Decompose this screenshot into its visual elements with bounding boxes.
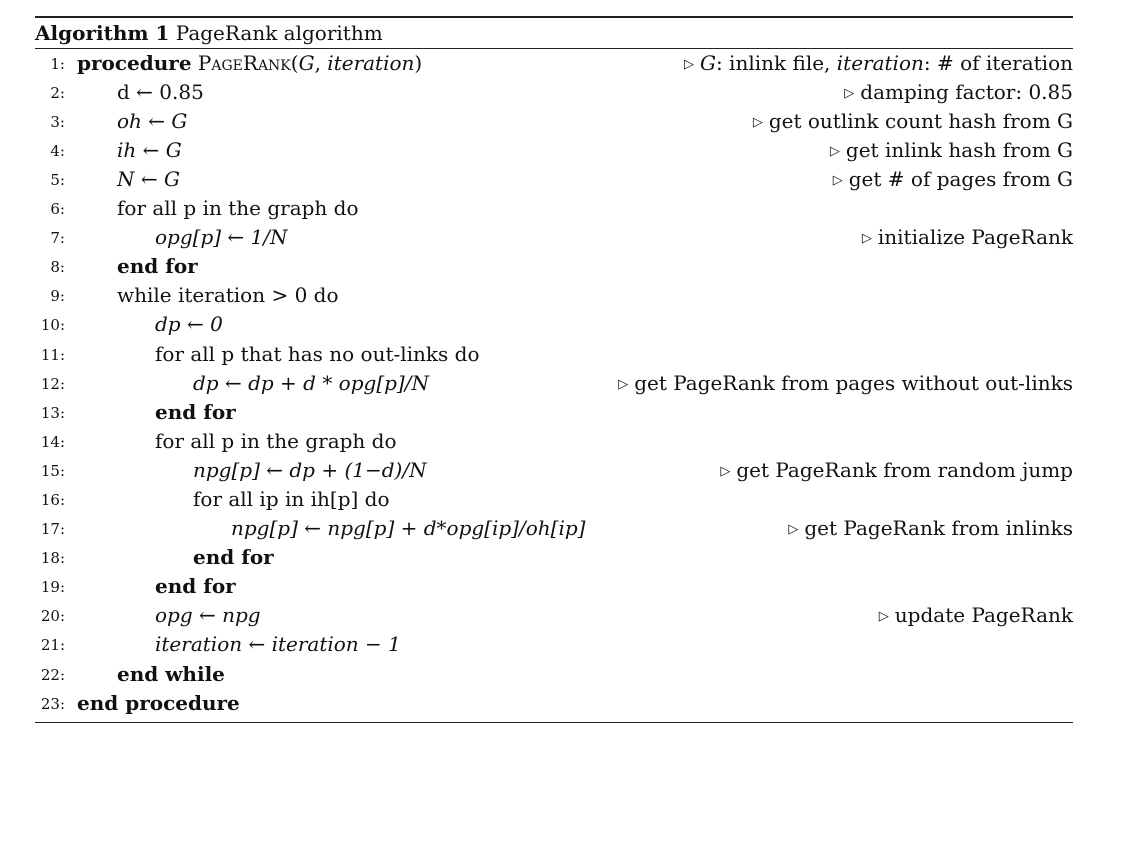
algorithm-line xyxy=(35,223,1073,252)
algorithm-line xyxy=(35,165,1073,194)
algorithm-line xyxy=(35,340,1073,369)
line-code: npg[p] ← dp + (1−d)/N xyxy=(193,457,427,482)
algorithm-line xyxy=(35,136,1073,165)
line-number: 6: xyxy=(50,200,65,219)
comment-triangle-icon: ▷ xyxy=(878,609,889,625)
line-number: 13: xyxy=(40,403,65,422)
caption-title: PageRank algorithm xyxy=(175,20,383,45)
line-code: opg[p] ← 1/N xyxy=(155,225,288,250)
line-code: end while xyxy=(117,661,225,686)
bottom-rule xyxy=(35,722,1073,723)
line-code: end for xyxy=(155,574,236,599)
algorithm-line xyxy=(35,601,1073,630)
algorithm-line xyxy=(35,543,1073,572)
line-code: end for xyxy=(117,254,198,279)
algorithm-line xyxy=(35,427,1073,456)
comment-triangle-icon: ▷ xyxy=(720,463,731,479)
algorithm-line xyxy=(35,660,1073,689)
algorithm-lines xyxy=(35,49,1073,718)
algorithm-line xyxy=(35,281,1073,310)
line-comment: ▷ get outlink count hash from G xyxy=(753,107,1073,139)
line-comment: ▷ get PageRank from inlinks xyxy=(788,514,1073,546)
line-number: 3: xyxy=(50,112,65,131)
line-code: dp ← 0 xyxy=(155,312,223,337)
line-code: end for xyxy=(155,399,236,424)
line-comment: ▷ damping factor: 0.85 xyxy=(844,78,1073,110)
line-number: 23: xyxy=(40,694,65,713)
line-code: for all p in the graph do xyxy=(155,428,397,453)
line-comment: ▷ get inlink hash from G xyxy=(830,136,1073,168)
line-number: 19: xyxy=(40,578,65,597)
line-comment: ▷ get # of pages from G xyxy=(833,165,1073,197)
line-number: 11: xyxy=(40,345,65,364)
algorithm-line xyxy=(35,49,1073,78)
line-code: end for xyxy=(193,545,274,570)
comment-triangle-icon: ▷ xyxy=(683,56,694,72)
line-code: dp ← dp + d * opg[p]/N xyxy=(193,370,429,395)
line-code: for all ip in ih[p] do xyxy=(193,487,390,511)
comment-triangle-icon: ▷ xyxy=(788,522,799,538)
comment-triangle-icon: ▷ xyxy=(832,172,843,188)
algorithm-line xyxy=(35,369,1073,398)
algorithm-line xyxy=(35,398,1073,427)
line-code: ih ← G xyxy=(117,137,182,162)
line-code: for all p that has no out-links do xyxy=(155,341,480,366)
line-number: 5: xyxy=(50,170,65,189)
line-number: 9: xyxy=(50,287,65,306)
line-number: 14: xyxy=(40,432,65,451)
line-code: for all p in the graph do xyxy=(117,196,359,221)
algorithm-line xyxy=(35,514,1073,543)
algorithm-line xyxy=(35,689,1073,718)
comment-triangle-icon: ▷ xyxy=(618,376,629,392)
comment-triangle-icon: ▷ xyxy=(844,85,855,101)
comment-triangle-icon: ▷ xyxy=(829,143,840,159)
line-number: 15: xyxy=(40,461,65,480)
comment-triangle-icon: ▷ xyxy=(861,231,872,247)
line-number: 21: xyxy=(40,636,65,655)
line-code: opg ← npg xyxy=(155,603,261,628)
line-number: 20: xyxy=(40,607,65,626)
line-number: 8: xyxy=(50,258,65,277)
algorithm-line xyxy=(35,630,1073,659)
line-comment: ▷ get PageRank from random jump xyxy=(720,456,1073,488)
line-number: 12: xyxy=(40,374,65,393)
line-number: 2: xyxy=(50,83,65,102)
algorithm-line xyxy=(35,107,1073,136)
line-number: 4: xyxy=(50,141,65,160)
line-comment: ▷ G: inlink file, iteration: # of iteration xyxy=(684,49,1073,81)
line-comment: ▷ initialize PageRank xyxy=(862,223,1073,255)
line-number: 18: xyxy=(40,549,65,568)
algorithm-line xyxy=(35,78,1073,107)
line-comment: ▷ get PageRank from pages without out-links xyxy=(618,369,1073,401)
algorithm-line xyxy=(35,194,1073,223)
comment-triangle-icon: ▷ xyxy=(752,114,763,130)
line-code: oh ← G xyxy=(117,108,188,133)
line-code: end procedure xyxy=(77,690,240,715)
algorithm-caption xyxy=(35,18,1073,48)
line-code: npg[p] ← npg[p] + d*opg[ip]/oh[ip] xyxy=(231,516,586,541)
line-code: procedure PageRank(G, iteration) xyxy=(77,50,423,75)
algorithm-line xyxy=(35,485,1073,514)
algorithm-line xyxy=(35,310,1073,339)
line-code: while iteration > 0 do xyxy=(117,283,339,308)
algorithm-line xyxy=(35,572,1073,601)
line-comment: ▷ update PageRank xyxy=(879,601,1073,633)
line-number: 16: xyxy=(40,491,65,509)
line-number: 17: xyxy=(40,520,65,539)
line-number: 10: xyxy=(40,316,65,335)
algorithm-line xyxy=(35,456,1073,485)
line-number: 7: xyxy=(50,229,65,248)
line-code: N ← G xyxy=(117,166,180,191)
line-number: 22: xyxy=(40,665,65,684)
line-code: d ← 0.85 xyxy=(117,79,204,104)
line-number: 1: xyxy=(50,54,65,73)
caption-label: Algorithm 1 xyxy=(35,20,170,45)
line-code: iteration ← iteration − 1 xyxy=(155,632,401,657)
algorithm-block xyxy=(35,16,1073,723)
algorithm-line xyxy=(35,252,1073,281)
